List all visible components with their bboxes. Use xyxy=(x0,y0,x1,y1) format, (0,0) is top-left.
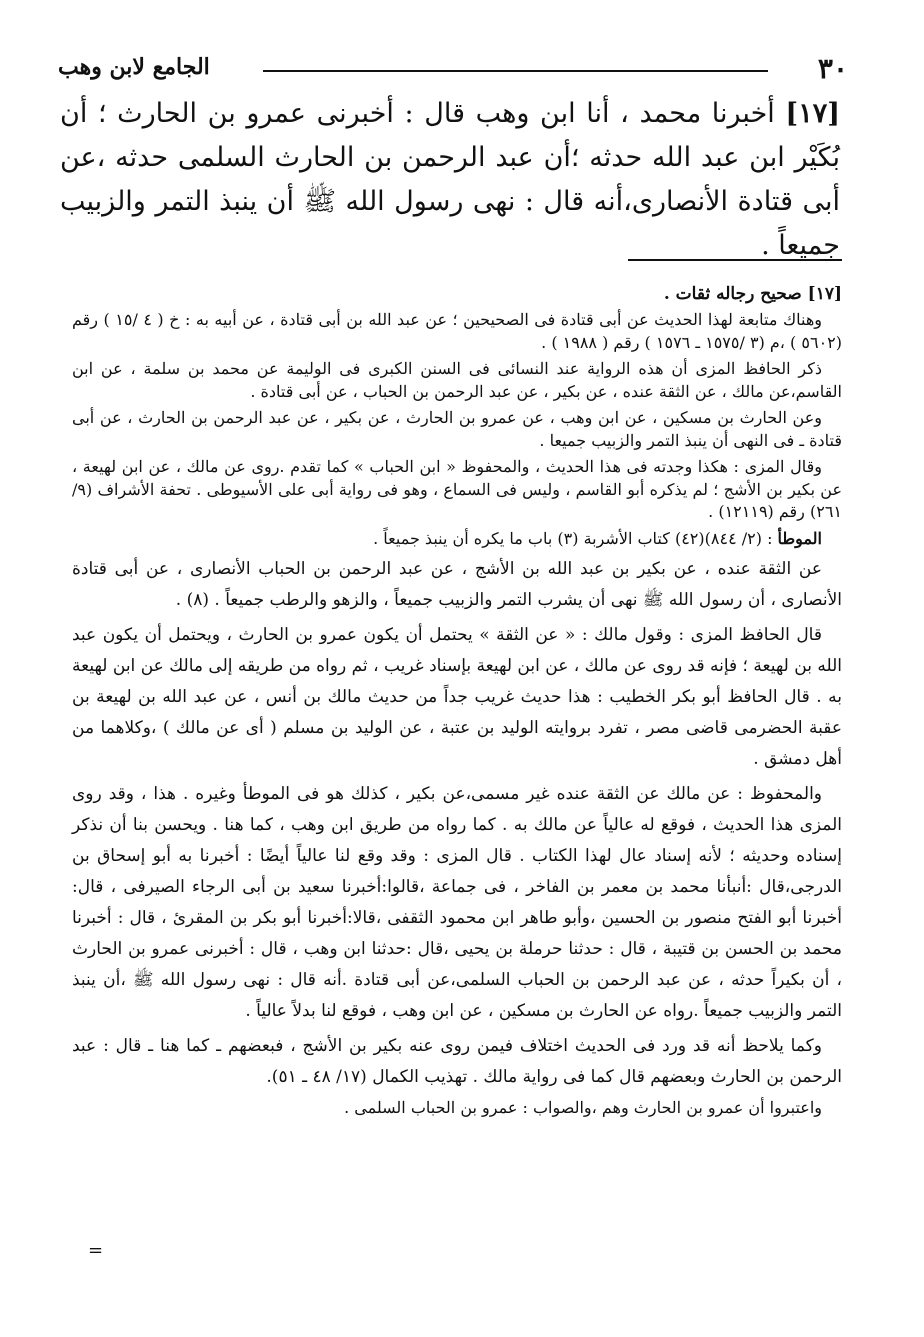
footnote-paragraph: قال الحافظ المزى : وقول مالك : « عن الثقة » يحتمل أن يكون عمرو بن الحارث ، ويحتمل أن يكون عبد الله بن لهيعة ؛ فإنه قد روى عن مالك ، عن ابن لهيعة بإسناد غريب ، ثم رواه من طريقه إلى مالك عن ابن لهيعة به . قال الحافظ أبو بكر الخطيب : هذا حديث غريب جداً من حديث مالك بن أنس ، عن عبد الله بن لهيعة بن عقبة الحضرمى قاضى مصر ، تفرد بروايته الوليد بن عتبة ، عن الوليد بن مسلم ( أى عن مالك ) ،وكلاهما من أهل دمشق . xyxy=(72,625,842,769)
footnote-paragraph: عن الثقة عنده ، عن بكير بن عبد الله بن الأشج ، عن عبد الرحمن بن الحباب الأنصارى ، عن أبى قتادة الأنصارى ، أن رسول الله ﷺ نهى أن يشرب التمر والزبيب جميعاً ، والزهو والرطب جميعاً . (٨) . xyxy=(72,559,842,610)
footnote-paragraph xyxy=(72,528,842,551)
muwatta-label: الموطأ xyxy=(777,528,822,548)
footnote-paragraph: وقال المزى : هكذا وجدته فى هذا الحديث ، والمحفوظ « ابن الحباب » كما تقدم .روى عن مالك ، عن ابن لهيعة ، عن بكير بن الأشج ؛ لم يذكره أبو القاسم ، وليس فى السماع ، وهو فى رواية أبى على الأسيوطى . تحفة الأشراف (٩/ ٢٦١) رقم (١٢١١٩) . xyxy=(72,457,842,521)
footnotes-block xyxy=(72,282,842,1124)
hadith-text-block xyxy=(60,92,840,268)
footnote-heading: [١٧] صحيح رجاله ثقات . xyxy=(663,284,842,304)
muwatta-reference: : (٢/ ٨٤٤)(٤٢) كتاب الأشربة (٣) باب ما يكره أن ينبذ جميعاً . xyxy=(373,528,773,548)
footnote-paragraph: وهناك متابعة لهذا الحديث عن أبى قتادة فى الصحيحين ؛ عن عبد الله بن أبى قتادة ، عن أبيه به : خ ( ٤ /١٥ ) رقم (٥٦٠٢ ) ،م (٣ /١٥٧٥ ـ ١٥٧٦ ) رقم ( ١٩٨٨ ) . xyxy=(72,310,842,352)
page-number: ٣٠ xyxy=(817,52,848,85)
header-rule xyxy=(263,70,768,72)
footnote-paragraph: وعن الحارث بن مسكين ، عن ابن وهب ، عن عمرو بن الحارث ، عن بكير ، عن عبد الرحمن بن الحارث ، عن أبى قتادة ـ فى النهى أن ينبذ التمر والزبيب جميعا . xyxy=(72,408,842,450)
footnote-paragraph: والمحفوظ : عن مالك عن الثقة عنده غير مسمى،عن بكير ، كذلك هو فى الموطأ وغيره . هذا ، وقد روى المزى هذا الحديث ، فوقع له عالياً عن مالك به . كما رواه من طريق ابن وهب ، كما هنا . ويحسن بنا أن نذكر إسناده وحديثه ؛ لأنه إسناد عال لهذا الكتاب . قال المزى : وقد وقع لنا عالياً أيضًا : أخبرنا به أبو إسحاق بن الدرجى،قال :أنبأنا محمد بن معمر بن الفاخر ، فى جماعة ،قالوا:أخبرنا سعيد بن أبى الرجاء الصيرفى ، قال: أخبرنا أبو الفتح منصور بن الحسين ،وأبو طاهر ابن محمود الثقفى ،قالا:أخبرنا أبو بكر بن المقرئ ، قال : أخبرنا محمد بن الحسن بن قتيبة ، قال : حدثنا حرملة بن يحيى ،قال :حدثنا ابن وهب ، قال : أخبرنى عمرو بن الحارث ، أن بكيراً حدثه ، عن عبد الرحمن بن الحباب السلمى،عن أبى قتادة .أنه قال : نهى رسول الله ﷺ ،أن ينبذ التمر والزبيب جميعاً .رواه عن الحارث بن مسكين ، عن ابن وهب ، فوقع لنا بدلاً عالياً . xyxy=(72,784,842,1021)
footnote-paragraph: واعتبروا أن عمرو بن الحارث وهم ،والصواب : عمرو بن الحباب السلمى . xyxy=(344,1098,822,1117)
footnote-separator xyxy=(628,259,842,261)
hadith-body: أخبرنا محمد ، أنا ابن وهب قال : أخبرنى عمرو بن الحارث ؛ أن بُكَيْر ابن عبد الله حدثه ؛أن عبد الرحمن بن الحارث السلمى حدثه ،عن أبى قتادة الأنصارى،أنه قال : نهى رسول الله ﷺ أن ينبذ التمر والزبيب جميعاً . xyxy=(60,98,840,261)
page-header xyxy=(58,48,848,88)
continuation-mark: = xyxy=(88,1240,104,1261)
footnote-paragraph: ذكر الحافظ المزى أن هذه الرواية عند النسائى فى السنن الكبرى فى الوليمة عن محمد بن سلمة ، عن ابن القاسم،عن مالك ، عن الثقة عنده ، عن بكير ، عن عبد الرحمن بن الحباب ، عن أبى قتادة . xyxy=(72,359,842,401)
running-title: الجامع لابن وهب xyxy=(58,54,210,80)
footnote-paragraph: وكما يلاحظ أنه قد ورد فى الحديث اختلاف فيمن روى عنه بكير بن الأشج ، فبعضهم ـ كما هنا ـ قال : عبد الرحمن بن الحارث وبعضهم قال كما فى رواية مالك . تهذيب الكمال (١٧/ ٤٨ ـ ٥١). xyxy=(72,1036,842,1087)
hadith-number: [١٧] xyxy=(785,98,840,129)
